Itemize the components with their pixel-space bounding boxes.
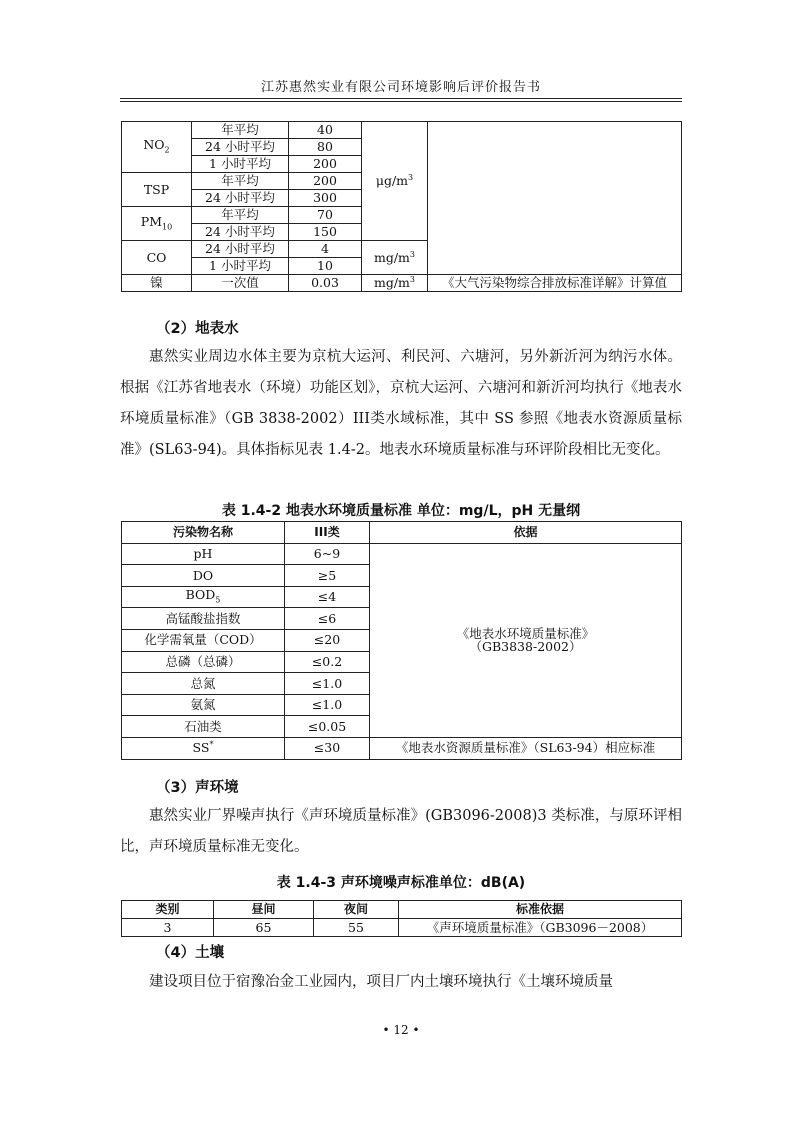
pollutant-cell: 镍: [122, 275, 192, 292]
value-cell: 10: [289, 258, 362, 275]
period-cell: 24 小时平均: [192, 190, 289, 207]
unit-cell: $mg/m^3$: [362, 275, 428, 292]
paragraph-acoustic: 惠然实业厂界噪声执行《声环境质量标准》(GB3096-2008)3 类标准，与原环评相比，声环境质量标准无变化。: [120, 808, 682, 855]
pollutant-cell: 总磷（总磷）: [122, 651, 285, 673]
pollutant-cell: 化学需氧量（COD）: [122, 629, 285, 651]
value-cell: ≤0.05: [285, 716, 370, 738]
pollutant-cell: CO: [122, 241, 192, 275]
pollutant-cell: 总氮: [122, 673, 285, 695]
column-header: 昼间: [214, 901, 314, 919]
value-cell: 40: [289, 122, 362, 139]
paragraph-surface-water: 惠然实业周边水体主要为京杭大运河、利民河、六塘河，另外新沂河为纳污水体。根据《江苏省地表水（环境）功能区划》，京杭大运河、六塘河和新沂河均执行《地表水环境质量标准》（GB 3838-2002）III类水域标准，其中 SS 参照《地表水资源质量标准》(SL63-94)。具体指标见表 1.4-2。地表水环境质量标准与环评阶段相比无变化。: [120, 349, 682, 458]
column-header: 夜间: [314, 901, 399, 919]
table-row: [122, 275, 682, 292]
period-cell: 1 小时平均: [192, 258, 289, 275]
unit-cell: $mg/m^3$: [362, 241, 428, 275]
value-cell: 150: [289, 224, 362, 241]
table-header-row: [122, 522, 682, 544]
pollutant-cell: $PM_{10}$: [122, 207, 192, 241]
period-cell: 年平均: [192, 207, 289, 224]
pollutant-cell: 氨氮: [122, 694, 285, 716]
basis-cell: 《地表水环境质量标准》 （GB3838-2002）: [370, 543, 682, 737]
pollutant-cell: 高锰酸盐指数: [122, 608, 285, 630]
table-row: [122, 543, 682, 565]
pollutant-cell: TSP: [122, 173, 192, 207]
value-cell: 4: [289, 241, 362, 258]
value-cell: ≤1.0: [285, 673, 370, 695]
period-cell: 24 小时平均: [192, 241, 289, 258]
pollutant-cell: $NO_2$: [122, 122, 192, 173]
table-row: [122, 737, 682, 759]
column-header: 标准依据: [399, 901, 682, 919]
period-cell: 一次值: [192, 275, 289, 292]
table-cell: 55: [314, 919, 399, 937]
basis-cell-empty: [428, 122, 682, 275]
table-header-row: [122, 901, 682, 919]
basis-cell: 《大气污染物综合排放标准详解》计算值: [428, 275, 682, 292]
value-cell: 6~9: [285, 543, 370, 565]
basis-cell: 《地表水资源质量标准》（SL63-94）相应标准: [370, 737, 682, 759]
value-cell: ≥5: [285, 565, 370, 587]
value-cell: 200: [289, 173, 362, 190]
pollutant-cell: 石油类: [122, 716, 285, 738]
table-cell: 65: [214, 919, 314, 937]
value-cell: 80: [289, 139, 362, 156]
header-rule-thin: [120, 101, 682, 102]
table-caption-1-4-3: 表 1.4-3 声环境噪声标准单位：dB(A): [276, 875, 526, 891]
unit-cell: $\mu g/m^3$: [362, 122, 428, 241]
section-heading-acoustic: （3）声环境: [156, 780, 239, 796]
period-cell: 1 小时平均: [192, 156, 289, 173]
period-cell: 24 小时平均: [192, 139, 289, 156]
table-caption-1-4-2: 表 1.4-2 地表水环境质量标准 单位：mg/L，pH 无量纲: [221, 503, 581, 519]
period-cell: 24 小时平均: [192, 224, 289, 241]
value-cell: 300: [289, 190, 362, 207]
value-cell: ≤20: [285, 629, 370, 651]
air-quality-table: [121, 121, 682, 292]
header-rule: [120, 98, 682, 99]
value-cell: ≤0.2: [285, 651, 370, 673]
paragraph-soil: 建设项目位于宿豫冶金工业园内，项目厂内土壤环境执行《土壤环境质量: [149, 974, 613, 990]
value-cell: ≤1.0: [285, 694, 370, 716]
noise-standard-table: [121, 900, 682, 937]
pollutant-cell: $BOD_5$: [122, 586, 285, 608]
page-number: • 12 •: [382, 1023, 420, 1037]
column-header: III类: [285, 522, 370, 544]
pollutant-cell: pH: [122, 543, 285, 565]
value-cell: 0.03: [289, 275, 362, 292]
value-cell: ≤6: [285, 608, 370, 630]
period-cell: 年平均: [192, 173, 289, 190]
value-cell: ≤30: [285, 737, 370, 759]
column-header: 污染物名称: [122, 522, 285, 544]
column-header: 类别: [122, 901, 214, 919]
table-row: [122, 122, 682, 139]
section-heading-soil: （4）土壤: [156, 945, 225, 961]
pollutant-cell: SS*: [122, 737, 285, 759]
table-cell: 《声环境质量标准》（GB3096－2008）: [399, 919, 682, 937]
section-heading-surface-water: （2）地表水: [156, 321, 239, 337]
surface-water-table: [121, 521, 682, 760]
pollutant-cell: DO: [122, 565, 285, 587]
column-header: 依据: [370, 522, 682, 544]
table-row: [122, 919, 682, 937]
value-cell: 200: [289, 156, 362, 173]
table-cell: 3: [122, 919, 214, 937]
value-cell: 70: [289, 207, 362, 224]
period-cell: 年平均: [192, 122, 289, 139]
running-header: 江苏惠然实业有限公司环境影响后评价报告书: [260, 80, 541, 95]
value-cell: ≤4: [285, 586, 370, 608]
